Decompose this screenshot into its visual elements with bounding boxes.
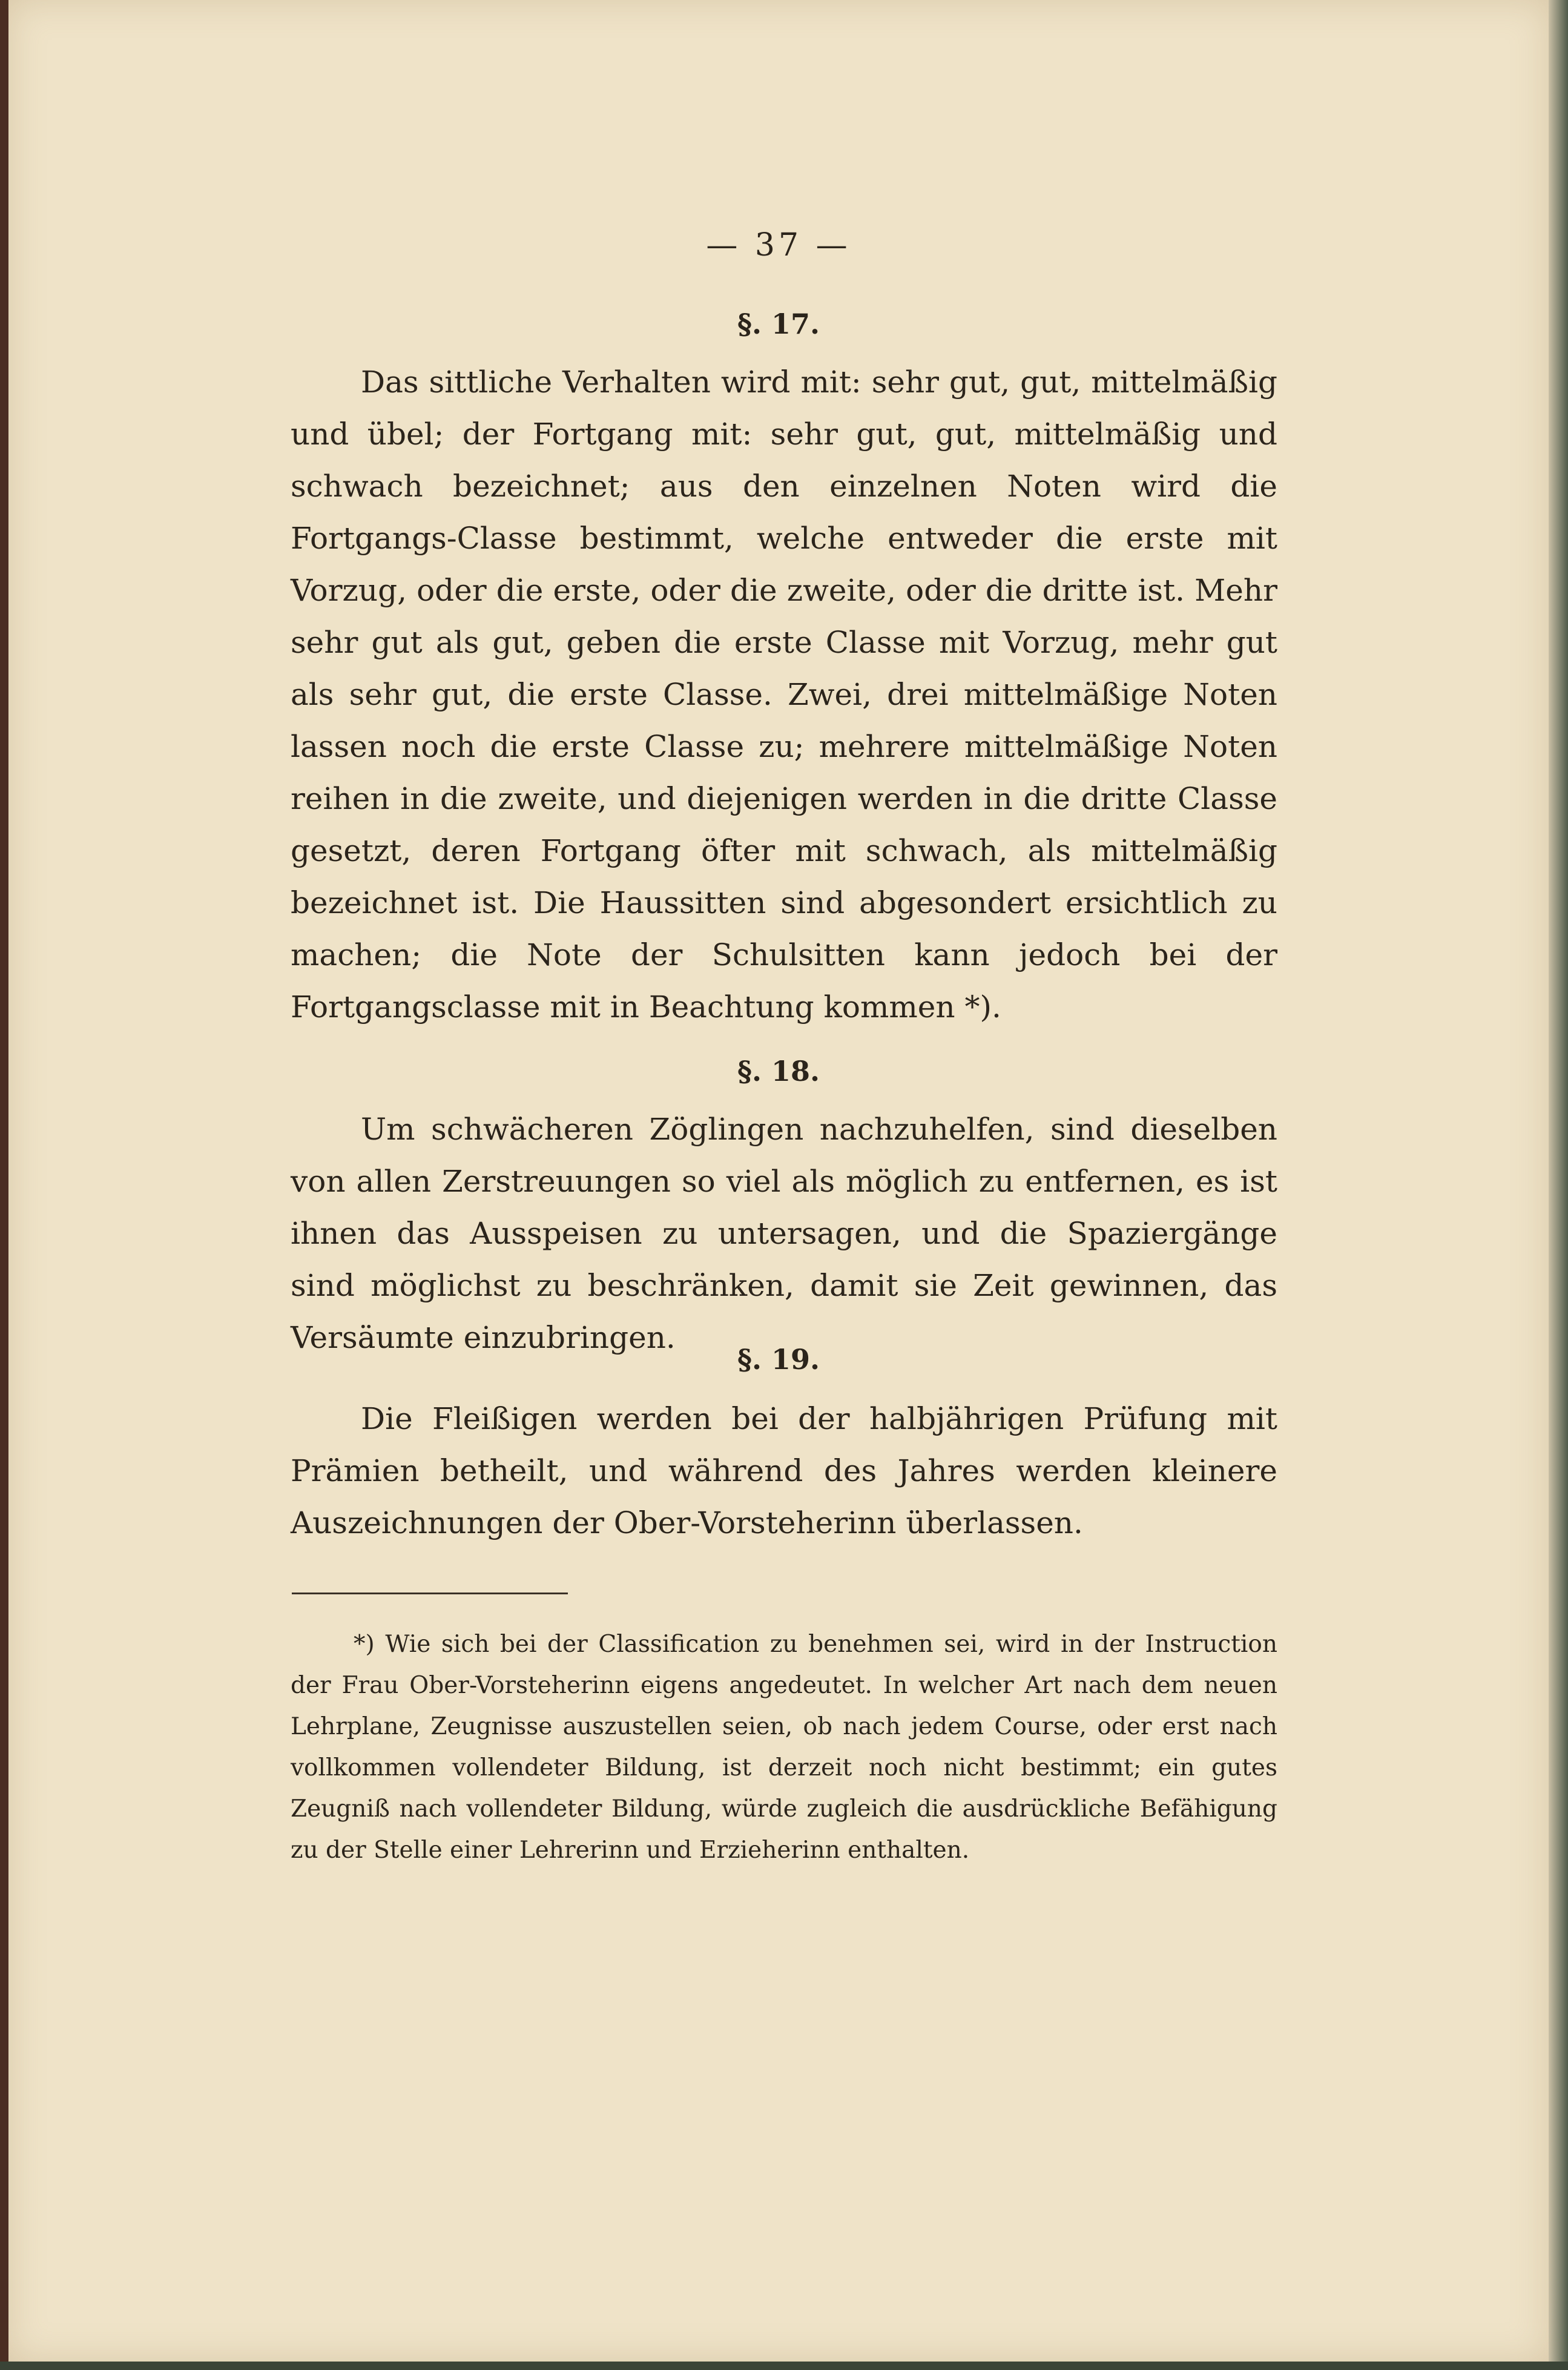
fore-edge (1549, 0, 1568, 2370)
section-heading-18: §. 18. (737, 1055, 820, 1088)
bottom-edge (0, 2362, 1568, 2370)
binding-edge (0, 0, 8, 2370)
section-text-17: Das sittliche Verhalten wird mit: sehr gut, gut, mittelmäßig und übel; der Fortgang mit: sehr gut, gut, mittelmäßig und schwach bezeichnet; aus den einzelnen Noten wird die Fortgangs-Classe bestimmt, welche entweder die erste mit Vorzug, oder die erste, oder die zweite, oder die dritte ist. Mehr sehr gut als gut, geben die erste Classe mit Vorzug, mehr gut als sehr gut, die erste Classe. Zwei, drei mittelmäßige Noten lassen noch die erste Classe zu; mehrere mittelmäßige Noten reihen in die zweite, und diejenigen werden in die dritte Classe gesetzt, deren Fortgang öfter mit schwach, als mittelmäßig bezeichnet ist. Die Haussitten sind abgesondert ersichtlich zu machen; die Note der Schulsitten kann jedoch bei der Fortgangsclasse mit in Beachtung kommen *). (291, 365, 1277, 1025)
section-heading-19: §. 19. (737, 1343, 820, 1376)
footnote-divider (292, 1593, 568, 1594)
footnote: *) Wie sich bei der Classification zu benehmen sei, wird in der Instruction der Frau Ober-Vorsteherinn eigens angedeutet. In welcher Art nach dem neuen Lehrplane, Zeugnisse auszustellen seien, ob nach jedem Course, oder erst nach vollkommen vollendeter Bildung, ist derzeit noch nicht bestimmt; ein gutes Zeugniß nach vollendeter Bildung, würde zugleich die ausdrückliche Befähigung zu der Stelle einer Lehrerinn und Erzieherinn enthalten. (291, 1631, 1277, 1864)
page-number: — 37 — (706, 227, 851, 263)
section-heading-17: §. 17. (737, 308, 820, 340)
section-text-19: Die Fleißigen werden bei der halbjährigen Prüfung mit Prämien betheilt, und während des Jahres werden kleinere Auszeichnungen der Ober-Vorsteherinn überlassen. (291, 1401, 1277, 1540)
book-page (8, 0, 1549, 2362)
section-text-18: Um schwächeren Zöglingen nachzuhelfen, sind dieselben von allen Zerstreuungen so viel als möglich zu entfernen, es ist ihnen das Ausspeisen zu untersagen, und die Spaziergänge sind möglichst zu beschränken, damit sie Zeit gewinnen, das Versäumte einzubringen. (291, 1112, 1277, 1355)
